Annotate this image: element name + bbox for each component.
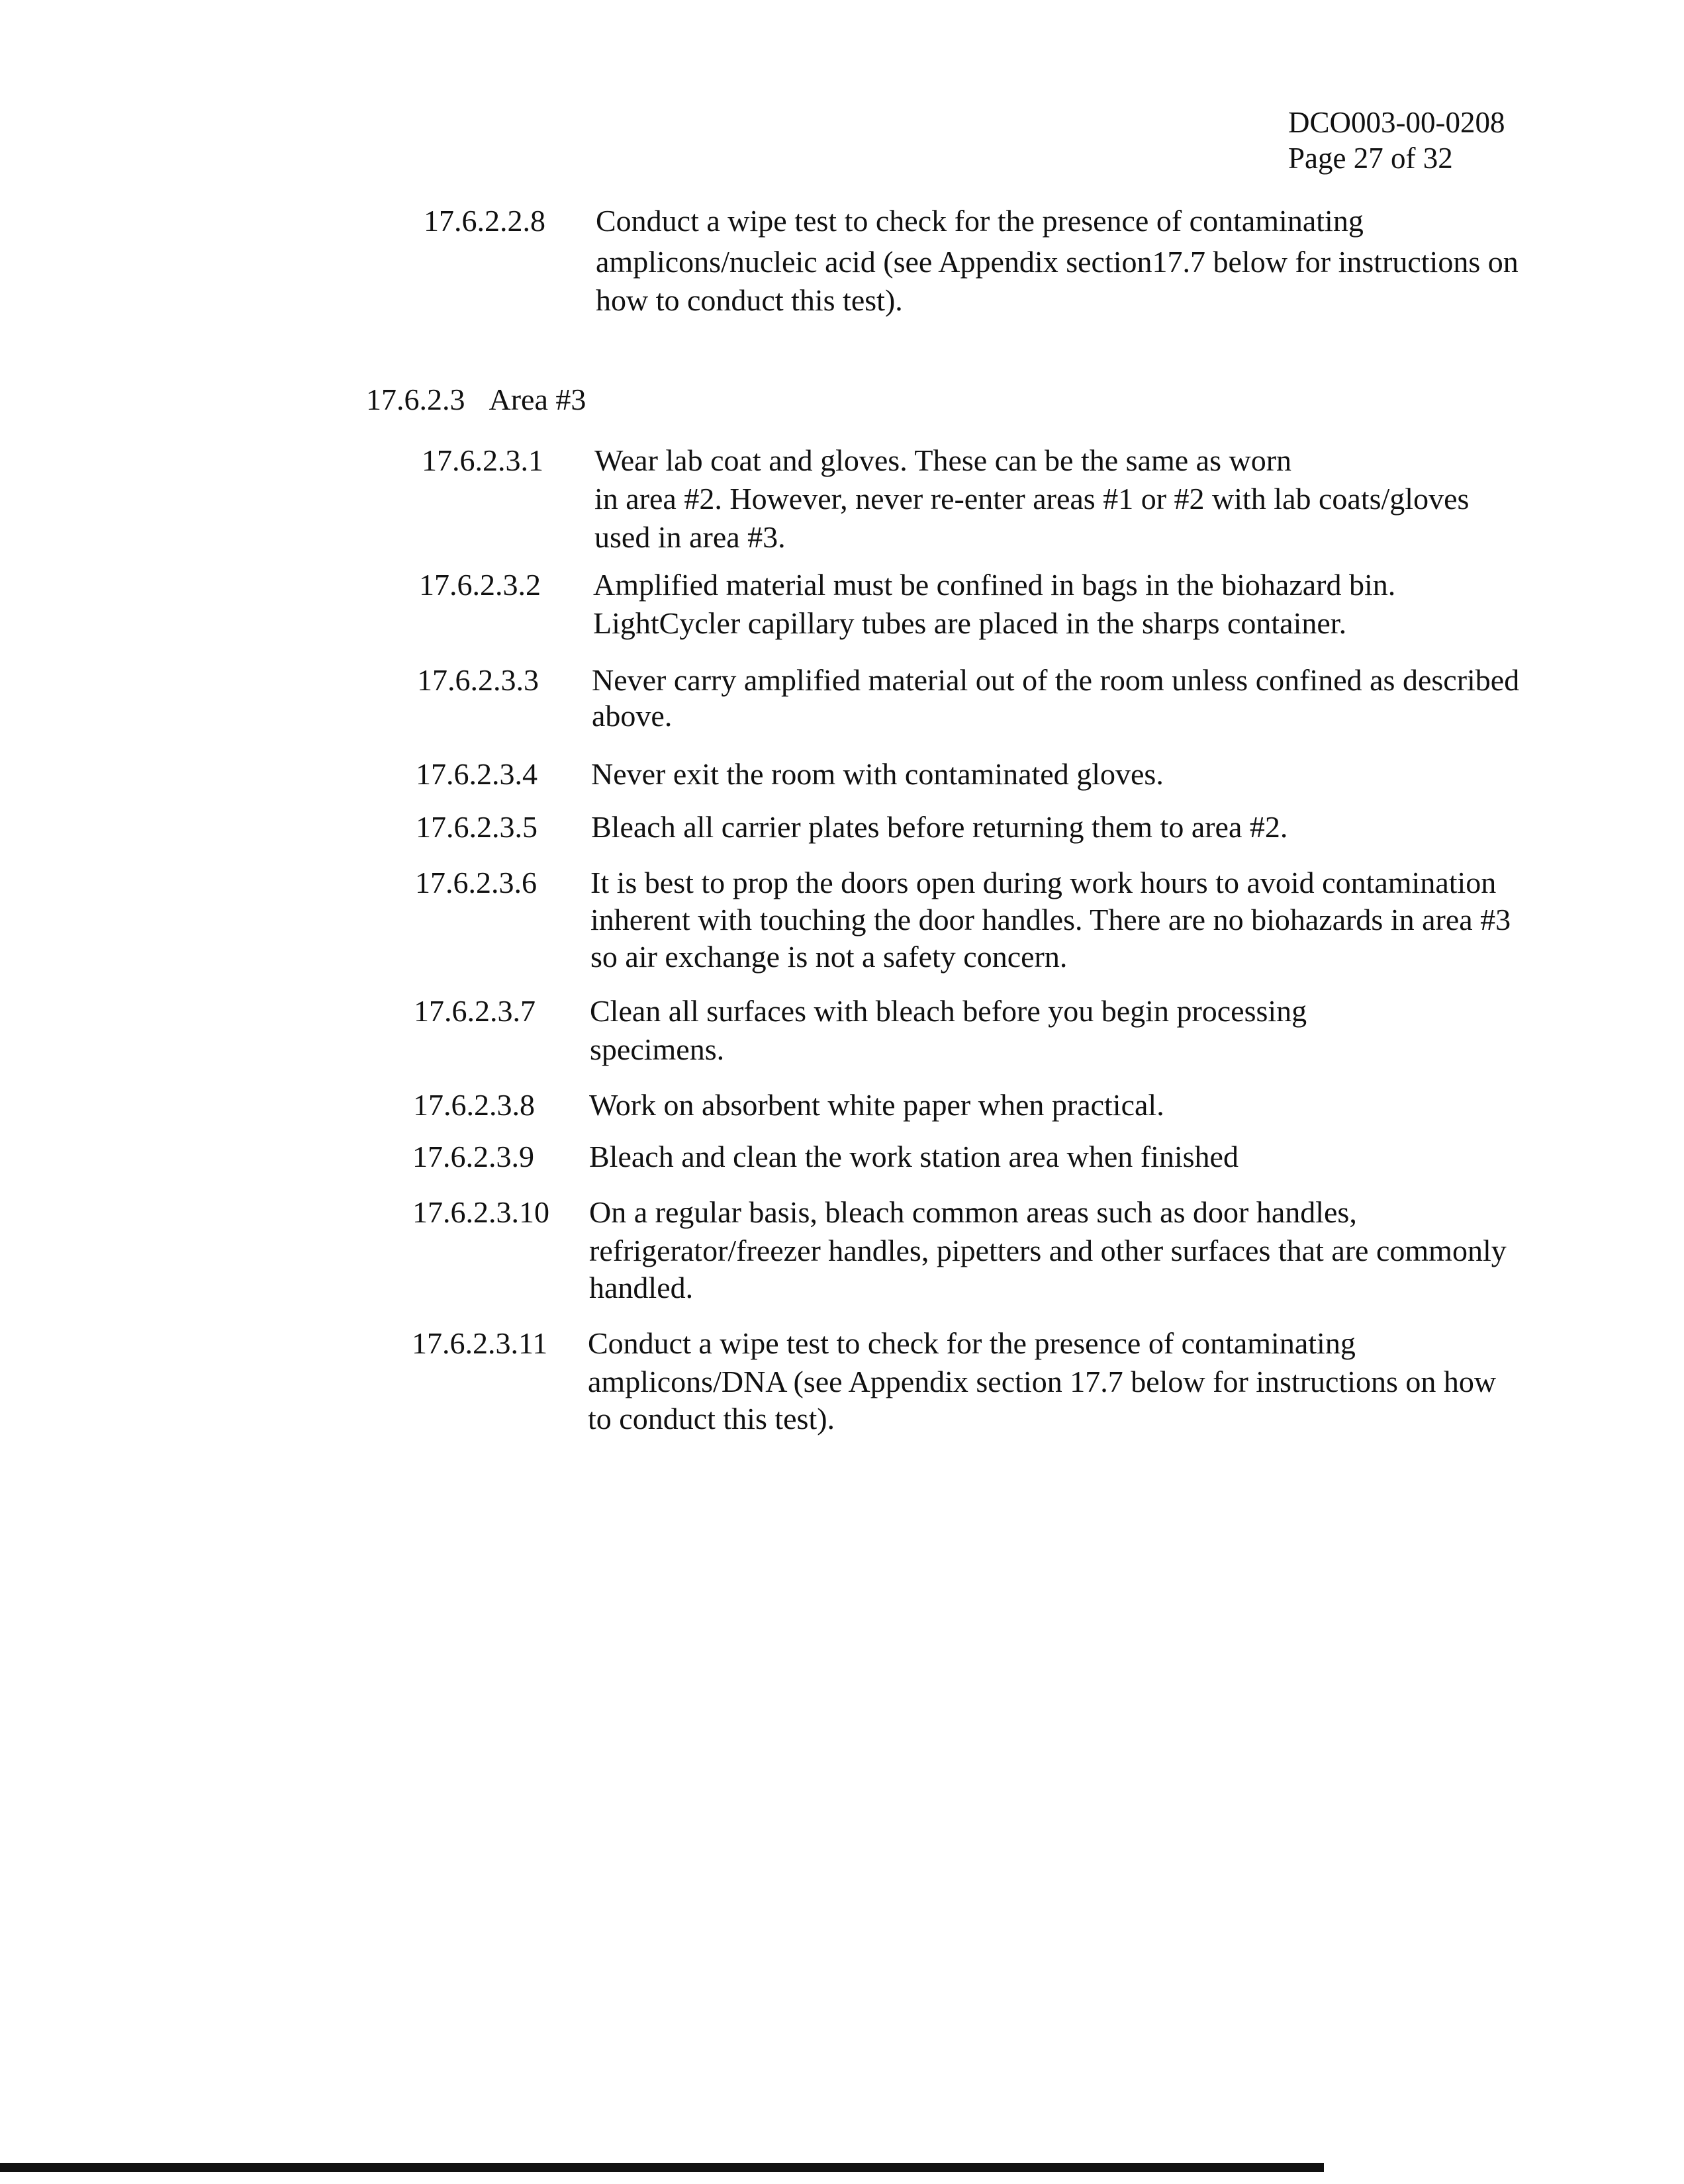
item-number: 17.6.2.3.11 (412, 1326, 548, 1360)
item-text-line: Wear lab coat and gloves. These can be the same as worn (594, 443, 1292, 477)
item-text-line: amplicons/DNA (see Appendix section 17.7 below for instructions on how (588, 1365, 1497, 1398)
item-number: 17.6.2.3.4 (416, 757, 538, 791)
item-text-line: Bleach all carrier plates before returning them to area #2. (591, 810, 1288, 844)
item-text-line: amplicons/nucleic acid (see Appendix section17.7 below for instructions on (596, 245, 1519, 279)
item-text-line: inherent with touching the door handles. There are no biohazards in area #3 (590, 903, 1511, 936)
section-number: 17.6.2.3 (366, 383, 465, 416)
item-number: 17.6.2.2.8 (424, 204, 545, 238)
item-text-line: refrigerator/freezer handles, pipetters and other surfaces that are commonly (589, 1234, 1507, 1267)
item-text-line: It is best to prop the doors open during work hours to avoid contamination (590, 866, 1497, 899)
item-text-line: Work on absorbent white paper when practical. (589, 1088, 1164, 1122)
item-number: 17.6.2.3.9 (412, 1140, 534, 1173)
item-text-line: how to conduct this test). (596, 283, 903, 317)
item-number: 17.6.2.3.8 (413, 1088, 535, 1122)
item-number: 17.6.2.3.6 (415, 866, 537, 899)
item-number: 17.6.2.3.10 (412, 1195, 549, 1229)
item-text-line: used in area #3. (594, 520, 786, 554)
section-heading (366, 381, 586, 418)
item-text-line: handled. (589, 1271, 694, 1304)
item-number: 17.6.2.3.3 (417, 663, 539, 697)
section-title: Area #3 (489, 383, 586, 416)
item-text-line: to conduct this test). (588, 1402, 835, 1435)
item-number: 17.6.2.3.1 (422, 443, 543, 477)
item-text-line: specimens. (590, 1032, 725, 1066)
item-text-line: Clean all surfaces with bleach before you begin processing (590, 994, 1307, 1028)
item-text-line: in area #2. However, never re-enter areas #1 or #2 with lab coats/gloves (594, 482, 1470, 516)
item-text-line: above. (592, 699, 673, 733)
item-number: 17.6.2.3.5 (416, 810, 538, 844)
document-id: DCO003-00-0208 (1288, 106, 1505, 139)
item-text-line: Bleach and clean the work station area when finished (589, 1140, 1239, 1173)
item-number: 17.6.2.3.7 (414, 994, 536, 1028)
page-header (1288, 105, 1505, 176)
item-text-line: Conduct a wipe test to check for the presence of contaminating (596, 204, 1364, 238)
item-number: 17.6.2.3.2 (419, 568, 541, 602)
item-text-line: Amplified material must be confined in bags in the biohazard bin. (593, 568, 1396, 602)
item-text-line: Never carry amplified material out of the room unless confined as described (592, 663, 1520, 697)
item-text-line: Never exit the room with contaminated gloves. (591, 757, 1164, 791)
page-number: Page 27 of 32 (1288, 142, 1453, 175)
bottom-rule (0, 2163, 1324, 2172)
item-text-line: On a regular basis, bleach common areas such as door handles, (589, 1195, 1357, 1229)
item-text-line: LightCycler capillary tubes are placed in the sharps container. (593, 606, 1347, 640)
item-text-line: Conduct a wipe test to check for the presence of contaminating (588, 1326, 1356, 1360)
item-text-line: so air exchange is not a safety concern. (590, 940, 1068, 974)
